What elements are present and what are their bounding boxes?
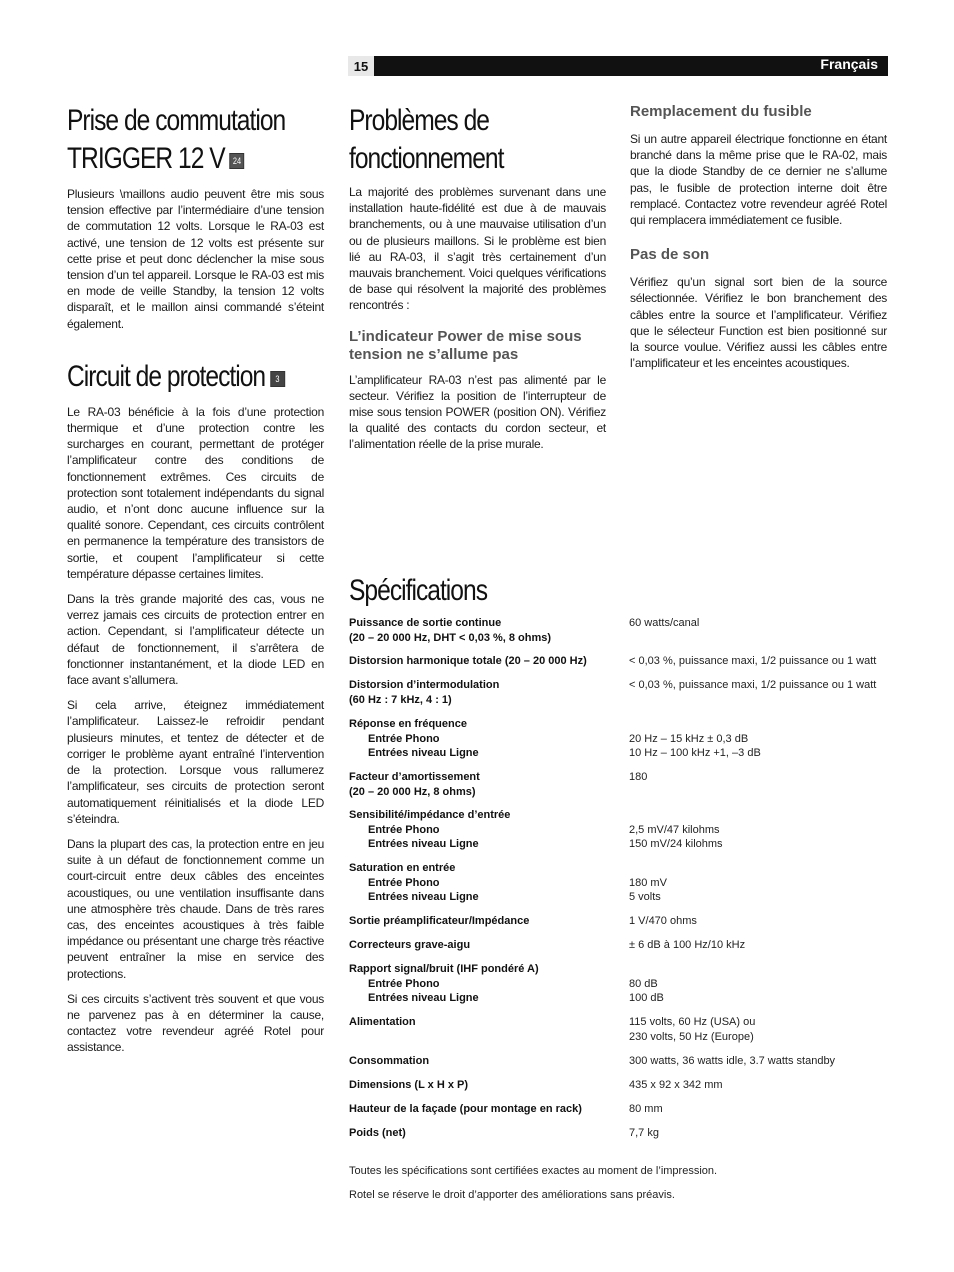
protection-paragraph-3: Si cela arrive, éteignez immédiatement l’amplificateur. Laissez-le refroidir pendant plusieurs minutes, et tentez de détecter et de corriger le problème ayant entraîné l’intervention de la protection. Lorsque vous rallumerez l’amplificateur, ses circuits de protection seront automatiquement réinitialisés et la diode LED s’éteindra.: [67, 698, 324, 826]
spec-value-1: 2,5 mV/47 kilohms: [629, 823, 720, 836]
spec-label: Dimensions (L x H x P): [349, 1079, 468, 1091]
language-label: Français: [820, 56, 878, 72]
spec-sub-2: Entrées niveau Ligne: [368, 747, 479, 759]
header-bar: [348, 56, 888, 76]
spec-label: Réponse en fréquence: [349, 718, 467, 730]
problems-title: [349, 102, 611, 178]
spec-label: Facteur d’amortissement: [349, 771, 480, 783]
spec-value: 180: [629, 771, 648, 783]
specs-note-2: Rotel se réserve le droit d’apporter des améliorations sans préavis.: [349, 1189, 675, 1201]
middle-column: [349, 102, 606, 462]
protection-paragraph-2: Dans la très grande majorité des cas, vous ne verrez jamais ces circuits de protection entrer en action. Cependant, si l’amplificateur détecte un défaut de fonctionnement, il s’arrêtera de fonctionner instantanément, et la diode LED en face avant s’allumera.: [67, 592, 324, 688]
fuse-heading: Remplacement du fusible: [630, 103, 812, 120]
protection-paragraph-5: Si ces circuits s’activent très souvent et que vous ne parvenez pas à en déterminer la cause, contactez votre revendeur agréé Rotel pour assistance.: [67, 991, 324, 1055]
spec-value: 80 mm: [629, 1103, 663, 1115]
power-paragraph: L’amplificateur RA-03 n’est pas alimenté par le secteur. Vérifiez la position de l’interrupteur de mise sous tension POWER (position ON). Vérifiez la qualité des contacts du cordon secteur, et l’alimentation réelle de la prise murale.: [349, 372, 606, 452]
spec-label: Correcteurs grave-aigu: [349, 939, 471, 951]
spec-sub-1: Entrée Phono: [368, 977, 440, 990]
spec-value-1: 80 dB: [629, 977, 658, 990]
power-heading: L’indicateur Power de mise sous tension ne s’allume pas: [349, 327, 582, 363]
spec-label: Alimentation: [349, 1016, 416, 1028]
spec-label-2: (20 – 20 000 Hz, DHT < 0,03 %, 8 ohms): [349, 631, 552, 644]
sound-paragraph: Vérifiez qu’un signal sort bien de la source sélectionnée. Vérifiez le bon branchement des câbles entre la source et l’amplificateur. Vérifiez que le sélecteur Function est bien positionné sur la source voulue. Vérifiez aussi les câbles entre l’amplificateur et les enceintes acoustiques.: [630, 275, 887, 371]
spec-sub-2: Entrées niveau Ligne: [368, 838, 479, 850]
spec-value: 435 x 92 x 342 mm: [629, 1079, 723, 1091]
spec-sub-1: Entrée Phono: [368, 732, 440, 745]
specs-note-1: Toutes les spécifications sont certifiées exactes au moment de l’impression.: [349, 1165, 718, 1177]
page-number: 15: [348, 56, 374, 76]
spec-label: Distorsion d’intermodulation: [349, 679, 500, 691]
trigger-title-line2: TRIGGER 12 V: [67, 142, 225, 175]
left-column: [67, 102, 324, 1065]
spec-label: Puissance de sortie continue: [349, 617, 502, 629]
trigger-ref-badge: 24: [230, 153, 245, 169]
specs-title: Spécifications: [349, 574, 488, 607]
problems-title-line1: Problèmes de: [349, 104, 489, 137]
spec-value: 7,7 kg: [629, 1127, 659, 1139]
spec-label: Saturation en entrée: [349, 862, 456, 874]
spec-sub-2: Entrées niveau Ligne: [368, 891, 479, 903]
spec-value-1: 20 Hz – 15 kHz ± 0,3 dB: [629, 732, 749, 745]
trigger-title: [67, 102, 329, 178]
protection-ref-badge: 3: [270, 371, 285, 387]
fuse-paragraph: Si un autre appareil électrique fonctionne en étant branché dans la même prise que le RA-02, mais que la diode Standby de ce dernier ne s’allume pas, le fusible de protection interne doit être remplacé. Contactez votre revendeur agréé Rotel qui remplacera immédiatement ce fusible.: [630, 132, 887, 228]
spec-value: 1 V/470 ohms: [629, 915, 697, 927]
problems-title-line2: fonctionnement: [349, 142, 504, 175]
spec-label: Distorsion harmonique totale (20 – 20 000 Hz): [349, 655, 587, 667]
spec-label: Hauteur de la façade (pour montage en rack): [349, 1103, 582, 1115]
spec-label-2: (20 – 20 000 Hz, 8 ohms): [349, 785, 476, 798]
protection-paragraph-4: Dans la plupart des cas, la protection entre en jeu suite à un défaut de fonctionnement comme un court-circuit entre deux câbles des enceintes acoustiques, ou une ventilation insuffisante dans une atmosphère très chaude. Dans de très rares cas, des enceintes acoustiques à très faible impédance ou présentant une charge très réactive peuvent entraîner la mise en service des protections.: [67, 836, 324, 981]
spec-value-2: 5 volts: [629, 891, 661, 903]
spec-label: Sensibilité/impédance d’entrée: [349, 809, 511, 821]
spec-value: < 0,03 %, puissance maxi, 1/2 puissance ou 1 watt: [629, 655, 877, 667]
spec-value-2: 150 mV/24 kilohms: [629, 838, 723, 850]
spec-value: 60 watts/canal: [629, 617, 700, 629]
protection-title-text: Circuit de protection: [67, 359, 266, 393]
right-column: [630, 103, 887, 380]
spec-value-2: 100 dB: [629, 992, 664, 1004]
spec-value: ± 6 dB à 100 Hz/10 kHz: [629, 939, 746, 951]
spec-value: < 0,03 %, puissance maxi, 1/2 puissance ou 1 watt: [629, 679, 877, 691]
sound-heading: Pas de son: [630, 246, 710, 264]
spec-sub-1: Entrée Phono: [368, 823, 440, 836]
spec-label-2: (60 Hz : 7 kHz, 4 : 1): [349, 693, 452, 706]
spec-value-1: 115 volts, 60 Hz (USA) ou: [629, 1016, 756, 1028]
protection-paragraph-1: Le RA-03 bénéficie à la fois d’une protection thermique et d’une protection contre les surcharges en courant, permettant de protéger l’amplificateur contre des conditions de fonctionnement extrêmes. Ces circuits de protection sont totalement indépendants du signal audio, et n’ont donc aucune influence sur la qualité sonore. Cependant, ces circuits contrôlent en permanence la température des transistors de sortie, et coupent l’amplificateur si cette température dépasse certaines limites.: [67, 404, 324, 581]
spec-label: Sortie préamplificateur/Impédance: [349, 915, 530, 927]
spec-sub-2: Entrées niveau Ligne: [368, 992, 479, 1004]
spec-label: Poids (net): [349, 1127, 406, 1139]
trigger-title-line1: Prise de commutation: [67, 104, 286, 137]
spec-value-2: 10 Hz – 100 kHz +1, –3 dB: [629, 747, 761, 759]
spec-value-1: 180 mV: [629, 876, 667, 889]
spec-label: Rapport signal/bruit (IHF pondéré A): [349, 963, 539, 975]
trigger-paragraph: Plusieurs \maillons audio peuvent être mis sous tension effective par l’intermédiaire d’une tension de commutation 12 volts. Lorsque le RA-03 est activé, une tension de 12 volts est présente sur cette prise et peut donc déclencher la mise sous tension d’un tel appareil. Lorsque le RA-03 est mis en mode de veille Standby, la tension 12 volts disparaît, et le maillon ainsi commandé s’éteint également.: [67, 187, 324, 331]
spec-label: Consommation: [349, 1055, 430, 1067]
protection-title: [67, 358, 329, 396]
spec-sub-1: Entrée Phono: [368, 876, 440, 889]
spec-value-2: 230 volts, 50 Hz (Europe): [629, 1030, 754, 1043]
problems-paragraph: La majorité des problèmes survenant dans une installation haute-fidélité est due à de mauvais branchements, ou à une mauvaise utilisation d’un ou de plusieurs maillons. Si le problème est bien lié au RA-03, il s’agit très certainement d’un mauvais branchement. Voici quelques vérifications de base qui résolvent la majorité des problèmes rencontrés :: [349, 185, 606, 313]
spec-value: 300 watts, 36 watts idle, 3.7 watts standby: [629, 1055, 836, 1067]
